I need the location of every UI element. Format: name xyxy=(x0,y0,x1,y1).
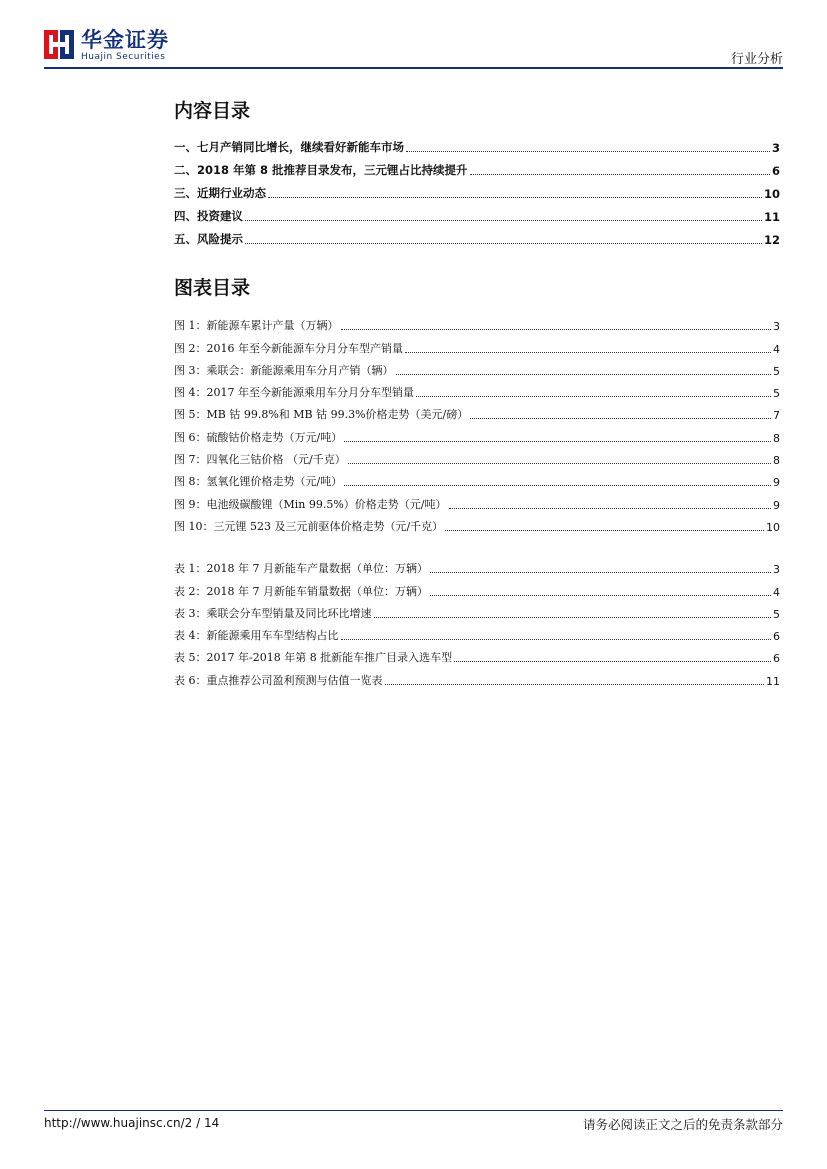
table-entry-page: 4 xyxy=(773,585,780,599)
footer-disclaimer: 请务必阅读正文之后的免责条款部分 xyxy=(582,1117,783,1132)
table-entry-title: 表 5：2017 年-2018 年第 8 批新能车推广目录入选车型 xyxy=(174,651,453,665)
figure-entry-page: 4 xyxy=(773,342,780,356)
footer-url-page: http://www.huajinsc.cn/2 / 14 xyxy=(44,1116,220,1130)
figure-entry-page: 5 xyxy=(773,364,780,378)
table-entry-title: 表 2：2018 年 7 月新能车销量数据（单位：万辆） xyxy=(174,584,428,598)
table-entry[interactable] xyxy=(174,576,780,598)
toc-entry[interactable] xyxy=(174,224,780,247)
contents-title: 内容目录 xyxy=(174,100,251,122)
toc-entry[interactable] xyxy=(174,132,780,155)
leader-dots xyxy=(245,243,762,244)
table-entry[interactable] xyxy=(174,643,780,665)
tables-list xyxy=(174,554,780,688)
table-entry-page: 5 xyxy=(773,607,780,621)
toc-entry-title: 五、风险提示 xyxy=(174,232,243,246)
leader-dots xyxy=(430,595,771,596)
figure-entry[interactable] xyxy=(174,489,780,511)
page-header xyxy=(44,28,783,66)
figure-entry-page: 5 xyxy=(773,387,780,401)
figure-entry-title: 图 5：MB 钴 99.8%和 MB 钴 99.3%价格走势（美元/磅） xyxy=(174,408,469,422)
leader-dots xyxy=(268,197,762,198)
figure-entry-page: 7 xyxy=(773,409,780,423)
figures-list xyxy=(174,311,780,534)
leader-dots xyxy=(374,617,772,618)
huajin-logo-icon xyxy=(44,28,74,61)
figure-entry-title: 图 9：电池级碳酸锂（Min 99.5%）价格走势（元/吨） xyxy=(174,497,447,511)
figure-entry-page: 3 xyxy=(773,320,780,334)
toc-entry-title: 二、2018 年第 8 批推荐目录发布，三元锂占比持续提升 xyxy=(174,163,468,177)
figure-entry[interactable] xyxy=(174,445,780,467)
leader-dots xyxy=(406,151,770,152)
table-entry-title: 表 1：2018 年 7 月新能车产量数据（单位：万辆） xyxy=(174,562,428,576)
leader-dots xyxy=(445,530,764,531)
report-type-label: 行业分析 xyxy=(730,52,783,67)
brand-name-cn: 华金证券 xyxy=(81,28,169,52)
toc-entry[interactable] xyxy=(174,155,780,178)
leader-dots xyxy=(396,374,772,375)
toc-entry-page: 11 xyxy=(763,210,780,224)
footer-divider xyxy=(44,1110,783,1111)
leader-dots xyxy=(454,661,771,662)
table-entry-page: 6 xyxy=(773,630,780,644)
table-entry[interactable] xyxy=(174,621,780,643)
leader-dots xyxy=(344,441,771,442)
figure-entry[interactable] xyxy=(174,311,780,333)
table-entry[interactable] xyxy=(174,554,780,576)
figure-entry-title: 图 4：2017 年至今新能源乘用车分月分车型销量 xyxy=(174,386,414,400)
figure-entry[interactable] xyxy=(174,467,780,489)
leader-dots xyxy=(470,174,770,175)
toc-entry-title: 一、七月产销同比增长，继续看好新能车市场 xyxy=(174,140,404,154)
leader-dots xyxy=(416,396,771,397)
leader-dots xyxy=(341,329,772,330)
toc-entry-page: 12 xyxy=(763,233,780,247)
toc-entry-page: 6 xyxy=(771,164,780,178)
table-entry[interactable] xyxy=(174,665,780,687)
toc-entry-page: 10 xyxy=(763,187,780,201)
header-divider xyxy=(44,67,783,69)
figure-entry[interactable] xyxy=(174,422,780,444)
leader-dots xyxy=(348,463,771,464)
brand-name-en: Huajin Securities xyxy=(81,52,166,62)
leader-dots xyxy=(385,684,765,685)
figure-entry[interactable] xyxy=(174,356,780,378)
figure-entry-page: 9 xyxy=(773,498,780,512)
figure-entry-title: 图 7：四氧化三钴价格 （元/千克） xyxy=(174,453,346,467)
leader-dots xyxy=(405,352,771,353)
figure-entry-page: 10 xyxy=(766,520,780,534)
table-entry[interactable] xyxy=(174,599,780,621)
table-entry-page: 11 xyxy=(766,674,780,688)
table-entry-title: 表 6：重点推荐公司盈利预测与估值一览表 xyxy=(174,673,383,687)
figure-entry-title: 图 6：硫酸钴价格走势（万元/吨） xyxy=(174,430,343,444)
toc-entry-title: 三、近期行业动态 xyxy=(174,186,266,200)
figure-entry[interactable] xyxy=(174,512,780,534)
table-entry-page: 6 xyxy=(773,652,780,666)
figure-entry-title: 图 8：氢氧化锂价格走势（元/吨） xyxy=(174,475,343,489)
figure-entry-page: 8 xyxy=(773,454,780,468)
figure-entry-title: 图 2：2016 年至今新能源车分月分车型产销量 xyxy=(174,341,403,355)
leader-dots xyxy=(245,220,762,221)
figure-entry-page: 9 xyxy=(773,476,780,490)
figure-entry[interactable] xyxy=(174,333,780,355)
table-entry-title: 表 4：新能源乘用车车型结构占比 xyxy=(174,629,339,643)
leader-dots xyxy=(341,639,772,640)
leader-dots xyxy=(449,508,771,509)
figure-entry[interactable] xyxy=(174,378,780,400)
table-entry-page: 3 xyxy=(773,563,780,577)
leader-dots xyxy=(470,418,771,419)
table-entry-title: 表 3：乘联会分车型销量及同比环比增速 xyxy=(174,606,372,620)
leader-dots xyxy=(430,572,771,573)
figure-entry-title: 图 10：三元锂 523 及三元前驱体价格走势（元/千克） xyxy=(174,519,444,533)
figure-entry-title: 图 1：新能源车累计产量（万辆） xyxy=(174,319,339,333)
toc-entry[interactable] xyxy=(174,201,780,224)
figure-entry-title: 图 3：乘联会：新能源乘用车分月产销（辆） xyxy=(174,363,394,377)
contents-list xyxy=(174,132,780,247)
leader-dots xyxy=(344,485,771,486)
figure-entry[interactable] xyxy=(174,400,780,422)
toc-entry-title: 四、投资建议 xyxy=(174,209,243,223)
toc-entry-page: 3 xyxy=(771,141,780,155)
toc-entry[interactable] xyxy=(174,178,780,201)
charts-title: 图表目录 xyxy=(174,277,251,299)
figure-entry-page: 8 xyxy=(773,431,780,445)
